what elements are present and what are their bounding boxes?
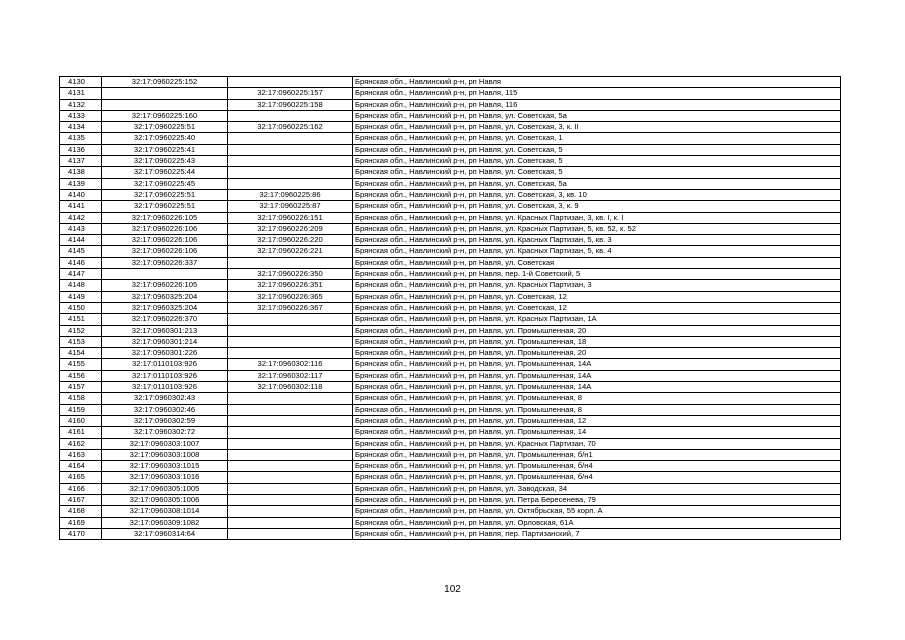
parent-cadastral-number-cell: 32:17:0960225:152 bbox=[102, 77, 228, 88]
cadastral-number-cell: 32:17:0960225:87 bbox=[228, 201, 353, 212]
row-number-cell: 4135 bbox=[60, 133, 102, 144]
cadastral-number-cell bbox=[228, 133, 353, 144]
cadastral-number-cell bbox=[228, 472, 353, 483]
cadastral-number-cell bbox=[228, 438, 353, 449]
row-number-cell: 4145 bbox=[60, 246, 102, 257]
cadastral-number-cell bbox=[228, 483, 353, 494]
row-number-cell: 4146 bbox=[60, 257, 102, 268]
address-cell: Брянская обл., Навлинский р-н, рп Навля, ул. Советская, 3, к. 9 bbox=[353, 201, 841, 212]
parent-cadastral-number-cell: 32:17:0960301:213 bbox=[102, 325, 228, 336]
row-number-cell: 4160 bbox=[60, 415, 102, 426]
table-row bbox=[60, 110, 841, 121]
table-row bbox=[60, 359, 841, 370]
cadastral-number-cell bbox=[228, 461, 353, 472]
row-number-cell: 4140 bbox=[60, 189, 102, 200]
table-row bbox=[60, 314, 841, 325]
row-number-cell: 4169 bbox=[60, 517, 102, 528]
row-number-cell: 4149 bbox=[60, 291, 102, 302]
table-row bbox=[60, 325, 841, 336]
parent-cadastral-number-cell: 32:17:0960225:40 bbox=[102, 133, 228, 144]
address-cell: Брянская обл., Навлинский р-н, рп Навля bbox=[353, 77, 841, 88]
row-number-cell: 4156 bbox=[60, 370, 102, 381]
address-cell: Брянская обл., Навлинский р-н, рп Навля, ул. Промышленная, 14А bbox=[353, 370, 841, 381]
row-number-cell: 4161 bbox=[60, 427, 102, 438]
address-cell: Брянская обл., Навлинский р-н, рп Навля, пер. 1-й Советский, 5 bbox=[353, 269, 841, 280]
address-cell: Брянская обл., Навлинский р-н, рп Навля, ул. Промышленная, 20 bbox=[353, 348, 841, 359]
row-number-cell: 4131 bbox=[60, 88, 102, 99]
row-number-cell: 4152 bbox=[60, 325, 102, 336]
address-cell: Брянская обл., Навлинский р-н, рп Навля, ул. Советская, 1 bbox=[353, 133, 841, 144]
address-cell: Брянская обл., Навлинский р-н, рп Навля, ул. Заводская, 34 bbox=[353, 483, 841, 494]
table-row bbox=[60, 223, 841, 234]
row-number-cell: 4133 bbox=[60, 110, 102, 121]
parent-cadastral-number-cell: 32:17:0960314:64 bbox=[102, 528, 228, 539]
cadastral-number-cell bbox=[228, 494, 353, 505]
parent-cadastral-number-cell: 32:17:0960309:1082 bbox=[102, 517, 228, 528]
parent-cadastral-number-cell bbox=[102, 88, 228, 99]
address-cell: Брянская обл., Навлинский р-н, рп Навля, ул. Орловская, 61А bbox=[353, 517, 841, 528]
cadastral-number-cell bbox=[228, 517, 353, 528]
table-row bbox=[60, 235, 841, 246]
parent-cadastral-number-cell: 32:17:0960325:204 bbox=[102, 302, 228, 313]
row-number-cell: 4159 bbox=[60, 404, 102, 415]
table-row bbox=[60, 415, 841, 426]
cadastral-number-cell: 32:17:0960302:117 bbox=[228, 370, 353, 381]
table-row bbox=[60, 88, 841, 99]
cadastral-table bbox=[59, 76, 841, 540]
cadastral-number-cell bbox=[228, 167, 353, 178]
cadastral-number-cell: 32:17:0960225:86 bbox=[228, 189, 353, 200]
address-cell: Брянская обл., Навлинский р-н, рп Навля, ул. Советская, 5а bbox=[353, 178, 841, 189]
row-number-cell: 4150 bbox=[60, 302, 102, 313]
cadastral-number-cell bbox=[228, 325, 353, 336]
cadastral-number-cell: 32:17:0960226:209 bbox=[228, 223, 353, 234]
table-row bbox=[60, 494, 841, 505]
table-row bbox=[60, 302, 841, 313]
row-number-cell: 4158 bbox=[60, 393, 102, 404]
address-cell: Брянская обл., Навлинский р-н, рп Навля, ул. Промышленная, 14 bbox=[353, 427, 841, 438]
parent-cadastral-number-cell: 32:17:0960303:1015 bbox=[102, 461, 228, 472]
row-number-cell: 4155 bbox=[60, 359, 102, 370]
table-row bbox=[60, 133, 841, 144]
row-number-cell: 4170 bbox=[60, 528, 102, 539]
address-cell: Брянская обл., Навлинский р-н, рп Навля, ул. Советская, 5 bbox=[353, 144, 841, 155]
parent-cadastral-number-cell: 32:17:0960225:51 bbox=[102, 201, 228, 212]
address-cell: Брянская обл., Навлинский р-н, рп Навля, ул. Советская, 5а bbox=[353, 110, 841, 121]
address-cell: Брянская обл., Навлинский р-н, рп Навля, ул. Промышленная, 8 bbox=[353, 393, 841, 404]
parent-cadastral-number-cell: 32:17:0960302:43 bbox=[102, 393, 228, 404]
cadastral-number-cell bbox=[228, 393, 353, 404]
row-number-cell: 4142 bbox=[60, 212, 102, 223]
table-row bbox=[60, 370, 841, 381]
parent-cadastral-number-cell bbox=[102, 99, 228, 110]
parent-cadastral-number-cell: 32:17:0960305:1005 bbox=[102, 483, 228, 494]
table-row bbox=[60, 472, 841, 483]
row-number-cell: 4139 bbox=[60, 178, 102, 189]
table-row bbox=[60, 156, 841, 167]
row-number-cell: 4168 bbox=[60, 506, 102, 517]
cadastral-number-cell: 32:17:0960226:365 bbox=[228, 291, 353, 302]
table-row bbox=[60, 212, 841, 223]
cadastral-number-cell: 32:17:0960225:157 bbox=[228, 88, 353, 99]
table-row bbox=[60, 449, 841, 460]
parent-cadastral-number-cell: 32:17:0960302:46 bbox=[102, 404, 228, 415]
cadastral-number-cell: 32:17:0960226:350 bbox=[228, 269, 353, 280]
address-cell: Брянская обл., Навлинский р-н, рп Навля, ул. Советская, 12 bbox=[353, 302, 841, 313]
table-row bbox=[60, 393, 841, 404]
table-row bbox=[60, 382, 841, 393]
table-row bbox=[60, 99, 841, 110]
row-number-cell: 4164 bbox=[60, 461, 102, 472]
table-row bbox=[60, 77, 841, 88]
cadastral-number-cell: 32:17:0960226:221 bbox=[228, 246, 353, 257]
address-cell: Брянская обл., Навлинский р-н, рп Навля, ул. Промышленная, 18 bbox=[353, 336, 841, 347]
parent-cadastral-number-cell: 32:17:0110103:926 bbox=[102, 359, 228, 370]
address-cell: Брянская обл., Навлинский р-н, рп Навля, ул. Красных Партизан, 5, кв. 52, к. 52 bbox=[353, 223, 841, 234]
address-cell: Брянская обл., Навлинский р-н, рп Навля, ул. Советская, 3, кв. 10 bbox=[353, 189, 841, 200]
row-number-cell: 4143 bbox=[60, 223, 102, 234]
cadastral-number-cell: 32:17:0960226:151 bbox=[228, 212, 353, 223]
address-cell: Брянская обл., Навлинский р-н, рп Навля, ул. Красных Партизан, 5, кв. 3 bbox=[353, 235, 841, 246]
table-row bbox=[60, 201, 841, 212]
page-number: 102 bbox=[444, 584, 461, 595]
parent-cadastral-number-cell: 32:17:0110103:926 bbox=[102, 382, 228, 393]
address-cell: Брянская обл., Навлинский р-н, рп Навля, ул. Промышленная, 8 bbox=[353, 404, 841, 415]
cadastral-number-cell bbox=[228, 449, 353, 460]
row-number-cell: 4132 bbox=[60, 99, 102, 110]
cadastral-number-cell: 32:17:0960225:158 bbox=[228, 99, 353, 110]
address-cell: Брянская обл., Навлинский р-н, рп Навля, 116 bbox=[353, 99, 841, 110]
row-number-cell: 4138 bbox=[60, 167, 102, 178]
parent-cadastral-number-cell: 32:17:0960305:1006 bbox=[102, 494, 228, 505]
address-cell: Брянская обл., Навлинский р-н, рп Навля, ул. Петра Бересенева, 79 bbox=[353, 494, 841, 505]
parent-cadastral-number-cell: 32:17:0960226:106 bbox=[102, 223, 228, 234]
table-row bbox=[60, 348, 841, 359]
cadastral-number-cell bbox=[228, 144, 353, 155]
table-row bbox=[60, 269, 841, 280]
cadastral-number-cell: 32:17:0960302:118 bbox=[228, 382, 353, 393]
table-row bbox=[60, 483, 841, 494]
parent-cadastral-number-cell: 32:17:0960225:43 bbox=[102, 156, 228, 167]
row-number-cell: 4148 bbox=[60, 280, 102, 291]
address-cell: Брянская обл., Навлинский р-н, рп Навля, ул. Промышленная, 20 bbox=[353, 325, 841, 336]
table-row bbox=[60, 280, 841, 291]
row-number-cell: 4151 bbox=[60, 314, 102, 325]
table-row bbox=[60, 144, 841, 155]
cadastral-number-cell: 32:17:0960302:116 bbox=[228, 359, 353, 370]
table-row bbox=[60, 122, 841, 133]
row-number-cell: 4167 bbox=[60, 494, 102, 505]
parent-cadastral-number-cell: 32:17:0960226:106 bbox=[102, 235, 228, 246]
parent-cadastral-number-cell: 32:17:0960303:1008 bbox=[102, 449, 228, 460]
cadastral-number-cell bbox=[228, 110, 353, 121]
parent-cadastral-number-cell: 32:17:0960301:226 bbox=[102, 348, 228, 359]
row-number-cell: 4165 bbox=[60, 472, 102, 483]
cadastral-number-cell bbox=[228, 257, 353, 268]
table-row bbox=[60, 178, 841, 189]
row-number-cell: 4134 bbox=[60, 122, 102, 133]
row-number-cell: 4141 bbox=[60, 201, 102, 212]
table-row bbox=[60, 528, 841, 539]
address-cell: Брянская обл., Навлинский р-н, рп Навля, ул. Красных Партизан, 5, кв. 4 bbox=[353, 246, 841, 257]
table-row bbox=[60, 336, 841, 347]
address-cell: Брянская обл., Навлинский р-н, рп Навля, ул. Промышленная, б/н4 bbox=[353, 461, 841, 472]
table-row bbox=[60, 189, 841, 200]
table-row bbox=[60, 461, 841, 472]
address-cell: Брянская обл., Навлинский р-н, рп Навля, ул. Красных Партизан, 3, кв. I, к. I bbox=[353, 212, 841, 223]
parent-cadastral-number-cell: 32:17:0960225:51 bbox=[102, 122, 228, 133]
parent-cadastral-number-cell: 32:17:0960303:1007 bbox=[102, 438, 228, 449]
address-cell: Брянская обл., Навлинский р-н, рп Навля, ул. Промышленная, б/н1 bbox=[353, 449, 841, 460]
address-cell: Брянская обл., Навлинский р-н, рп Навля, 115 bbox=[353, 88, 841, 99]
parent-cadastral-number-cell: 32:17:0960301:214 bbox=[102, 336, 228, 347]
cadastral-number-cell bbox=[228, 415, 353, 426]
address-cell: Брянская обл., Навлинский р-н, рп Навля, ул. Промышленная, 14А bbox=[353, 382, 841, 393]
address-cell: Брянская обл., Навлинский р-н, рп Навля, ул. Советская, 3, к. II bbox=[353, 122, 841, 133]
address-cell: Брянская обл., Навлинский р-н, рп Навля, ул. Промышленная, 14А bbox=[353, 359, 841, 370]
parent-cadastral-number-cell: 32:17:0960225:44 bbox=[102, 167, 228, 178]
address-cell: Брянская обл., Навлинский р-н, рп Навля, ул. Советская, 5 bbox=[353, 156, 841, 167]
address-cell: Брянская обл., Навлинский р-н, рп Навля, ул. Красных Партизан, 70 bbox=[353, 438, 841, 449]
parent-cadastral-number-cell: 32:17:0960225:160 bbox=[102, 110, 228, 121]
row-number-cell: 4162 bbox=[60, 438, 102, 449]
parent-cadastral-number-cell: 32:17:0960226:106 bbox=[102, 246, 228, 257]
table-row bbox=[60, 438, 841, 449]
cadastral-number-cell: 32:17:0960225:162 bbox=[228, 122, 353, 133]
parent-cadastral-number-cell: 32:17:0960226:105 bbox=[102, 212, 228, 223]
parent-cadastral-number-cell: 32:17:0110103:926 bbox=[102, 370, 228, 381]
cadastral-number-cell bbox=[228, 348, 353, 359]
cadastral-number-cell bbox=[228, 528, 353, 539]
row-number-cell: 4154 bbox=[60, 348, 102, 359]
cadastral-number-cell: 32:17:0960226:351 bbox=[228, 280, 353, 291]
table-row bbox=[60, 517, 841, 528]
table-row bbox=[60, 257, 841, 268]
table-row bbox=[60, 506, 841, 517]
table-row bbox=[60, 427, 841, 438]
address-cell: Брянская обл., Навлинский р-н, рп Навля, ул. Советская bbox=[353, 257, 841, 268]
parent-cadastral-number-cell: 32:17:0960225:41 bbox=[102, 144, 228, 155]
cadastral-number-cell bbox=[228, 506, 353, 517]
parent-cadastral-number-cell: 32:17:0960308:1014 bbox=[102, 506, 228, 517]
address-cell: Брянская обл., Навлинский р-н, рп Навля, ул. Советская, 12 bbox=[353, 291, 841, 302]
address-cell: Брянская обл., Навлинский р-н, рп Навля, ул. Советская, 5 bbox=[353, 167, 841, 178]
parent-cadastral-number-cell: 32:17:0960303:1016 bbox=[102, 472, 228, 483]
cadastral-number-cell: 32:17:0960226:220 bbox=[228, 235, 353, 246]
row-number-cell: 4137 bbox=[60, 156, 102, 167]
parent-cadastral-number-cell: 32:17:0960325:204 bbox=[102, 291, 228, 302]
parent-cadastral-number-cell: 32:17:0960225:51 bbox=[102, 189, 228, 200]
cadastral-number-cell bbox=[228, 427, 353, 438]
address-cell: Брянская обл., Навлинский р-н, рп Навля, ул. Октябрьская, 55 корп. А bbox=[353, 506, 841, 517]
parent-cadastral-number-cell: 32:17:0960302:59 bbox=[102, 415, 228, 426]
row-number-cell: 4144 bbox=[60, 235, 102, 246]
cadastral-number-cell: 32:17:0960226:367 bbox=[228, 302, 353, 313]
table-row bbox=[60, 167, 841, 178]
parent-cadastral-number-cell: 32:17:0960226:337 bbox=[102, 257, 228, 268]
table-body bbox=[60, 77, 841, 540]
parent-cadastral-number-cell bbox=[102, 269, 228, 280]
table-row bbox=[60, 246, 841, 257]
cadastral-number-cell bbox=[228, 404, 353, 415]
address-cell: Брянская обл., Навлинский р-н, рп Навля, ул. Промышленная, б/н4 bbox=[353, 472, 841, 483]
cadastral-number-cell bbox=[228, 178, 353, 189]
address-cell: Брянская обл., Навлинский р-н, рп Навля, ул. Красных Партизан, 1А bbox=[353, 314, 841, 325]
parent-cadastral-number-cell: 32:17:0960226:105 bbox=[102, 280, 228, 291]
cadastral-number-cell bbox=[228, 77, 353, 88]
row-number-cell: 4147 bbox=[60, 269, 102, 280]
row-number-cell: 4157 bbox=[60, 382, 102, 393]
cadastral-number-cell bbox=[228, 156, 353, 167]
row-number-cell: 4163 bbox=[60, 449, 102, 460]
row-number-cell: 4136 bbox=[60, 144, 102, 155]
parent-cadastral-number-cell: 32:17:0960225:45 bbox=[102, 178, 228, 189]
cadastral-number-cell bbox=[228, 336, 353, 347]
address-cell: Брянская обл., Навлинский р-н, рп Навля, ул. Промышленная, 12 bbox=[353, 415, 841, 426]
address-cell: Брянская обл., Навлинский р-н, рп Навля, ул. Красных Партизан, 3 bbox=[353, 280, 841, 291]
parent-cadastral-number-cell: 32:17:0960302:72 bbox=[102, 427, 228, 438]
row-number-cell: 4153 bbox=[60, 336, 102, 347]
table-row bbox=[60, 404, 841, 415]
parent-cadastral-number-cell: 32:17:0960226:370 bbox=[102, 314, 228, 325]
row-number-cell: 4166 bbox=[60, 483, 102, 494]
address-cell: Брянская обл., Навлинский р-н, рп Навля, пер. Партизанский, 7 bbox=[353, 528, 841, 539]
cadastral-number-cell bbox=[228, 314, 353, 325]
row-number-cell: 4130 bbox=[60, 77, 102, 88]
table-row bbox=[60, 291, 841, 302]
